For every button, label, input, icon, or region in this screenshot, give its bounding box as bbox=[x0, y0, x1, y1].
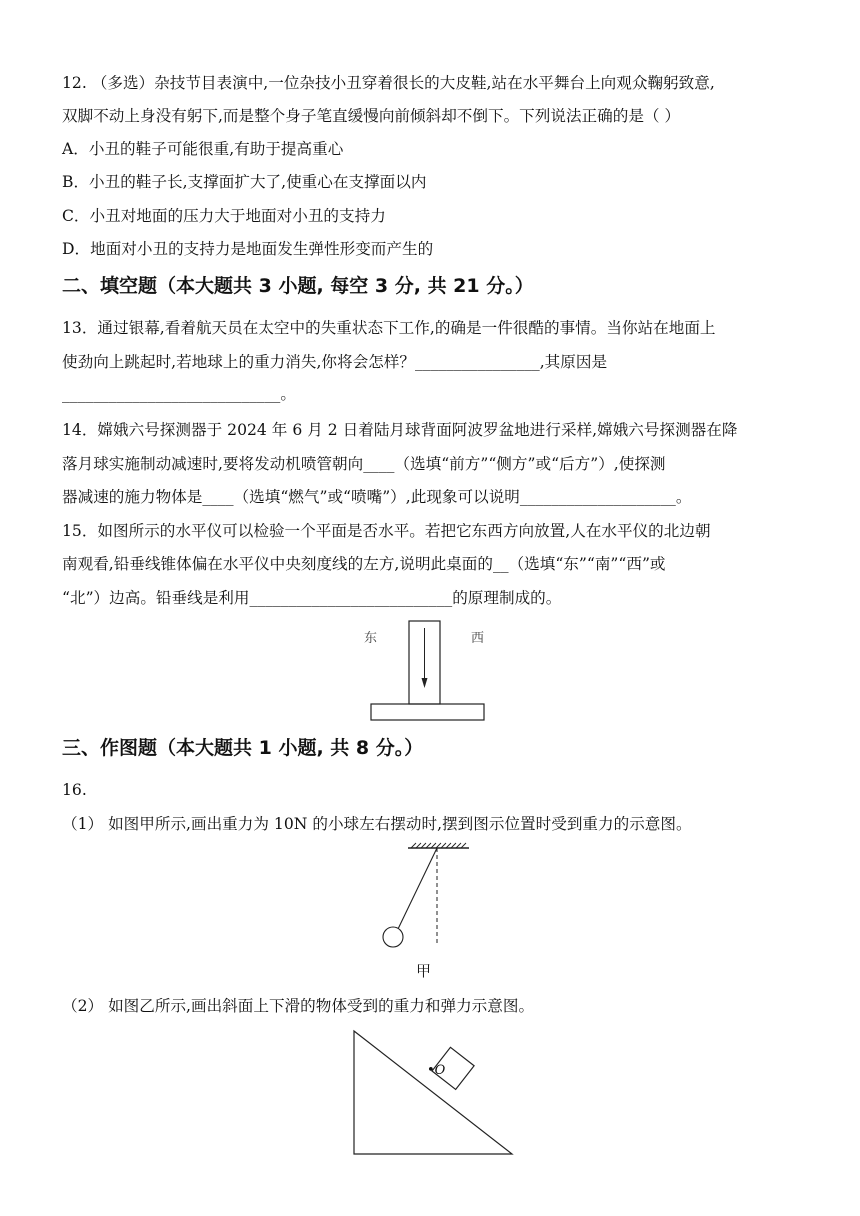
level-figure-west-label: 西 bbox=[471, 631, 485, 646]
q12-option-b: B．小丑的鞋子长,支撑面扩大了,使重心在支撑面以内 bbox=[62, 173, 427, 191]
pendulum-figure-caption: 甲 bbox=[416, 962, 432, 980]
q14-line2: 落月球实施制动减速时,要将发动机喷管朝向____（选填“前方”“侧方”或“后方”）,使探测 bbox=[62, 455, 666, 473]
q12-option-a: A．小丑的鞋子可能很重,有助于提高重心 bbox=[62, 140, 344, 158]
incline-figure bbox=[345, 1028, 517, 1160]
section-heading-fill-in: 二、填空题（本大题共 3 小题, 每空 3 分, 共 21 分。） bbox=[62, 275, 534, 297]
q15-line1: 15．如图所示的水平仪可以检验一个平面是否水平。若把它东西方向放置,人在水平仪的北边朝 bbox=[62, 522, 711, 540]
q16-part2: （2） 如图乙所示,画出斜面上下滑的物体受到的重力和弹力示意图。 bbox=[62, 997, 535, 1015]
q13-line1: 13．通过银幕,看着航天员在太空中的失重状态下工作,的确是一件很酷的事情。当你站在地面上 bbox=[62, 319, 716, 337]
level-figure-east-label: 东 bbox=[364, 631, 378, 646]
q16-number: 16. bbox=[62, 781, 87, 799]
q13-line3: ____________________________。 bbox=[62, 385, 296, 403]
q12-option-c: C．小丑对地面的压力大于地面对小丑的支持力 bbox=[62, 207, 386, 225]
q15-line2: 南观看,铅垂线锥体偏在水平仪中央刻度线的左方,说明此桌面的__（选填“东”“南”“西”或 bbox=[62, 555, 666, 573]
q12-stem-line1: 12. （多选）杂技节目表演中,一位杂技小丑穿着很长的大皮鞋,站在水平舞台上向观众鞠躬致意, bbox=[62, 74, 715, 92]
q15-line3: “北”）边高。铅垂线是利用__________________________的原理制成的。 bbox=[62, 589, 562, 607]
q14-line1: 14．嫦娥六号探测器于 2024 年 6 月 2 日着陆月球背面阿波罗盆地进行采样,嫦娥六号探测器在降 bbox=[62, 421, 738, 439]
pendulum-figure bbox=[375, 842, 475, 952]
q12-option-d: D．地面对小丑的支持力是地面发生弹性形变而产生的 bbox=[62, 240, 434, 258]
section-heading-drawing: 三、作图题（本大题共 1 小题, 共 8 分。） bbox=[62, 737, 424, 759]
incline-block-center-label: •O bbox=[427, 1063, 446, 1078]
q16-part1: （1） 如图甲所示,画出重力为 10N 的小球左右摆动时,摆到图示位置时受到重力的示意图。 bbox=[62, 815, 692, 833]
q13-line2: 使劲向上跳起时,若地球上的重力消失,你将会怎样？________________,其原因是 bbox=[62, 353, 608, 371]
q14-line3: 器减速的施力物体是____（选填“燃气”或“喷嘴”）,此现象可以说明____________________。 bbox=[62, 488, 692, 506]
q12-stem-line2: 双脚不动上身没有躬下,而是整个身子笔直缓慢向前倾斜却不倒下。下列说法正确的是（ ） bbox=[62, 107, 681, 125]
